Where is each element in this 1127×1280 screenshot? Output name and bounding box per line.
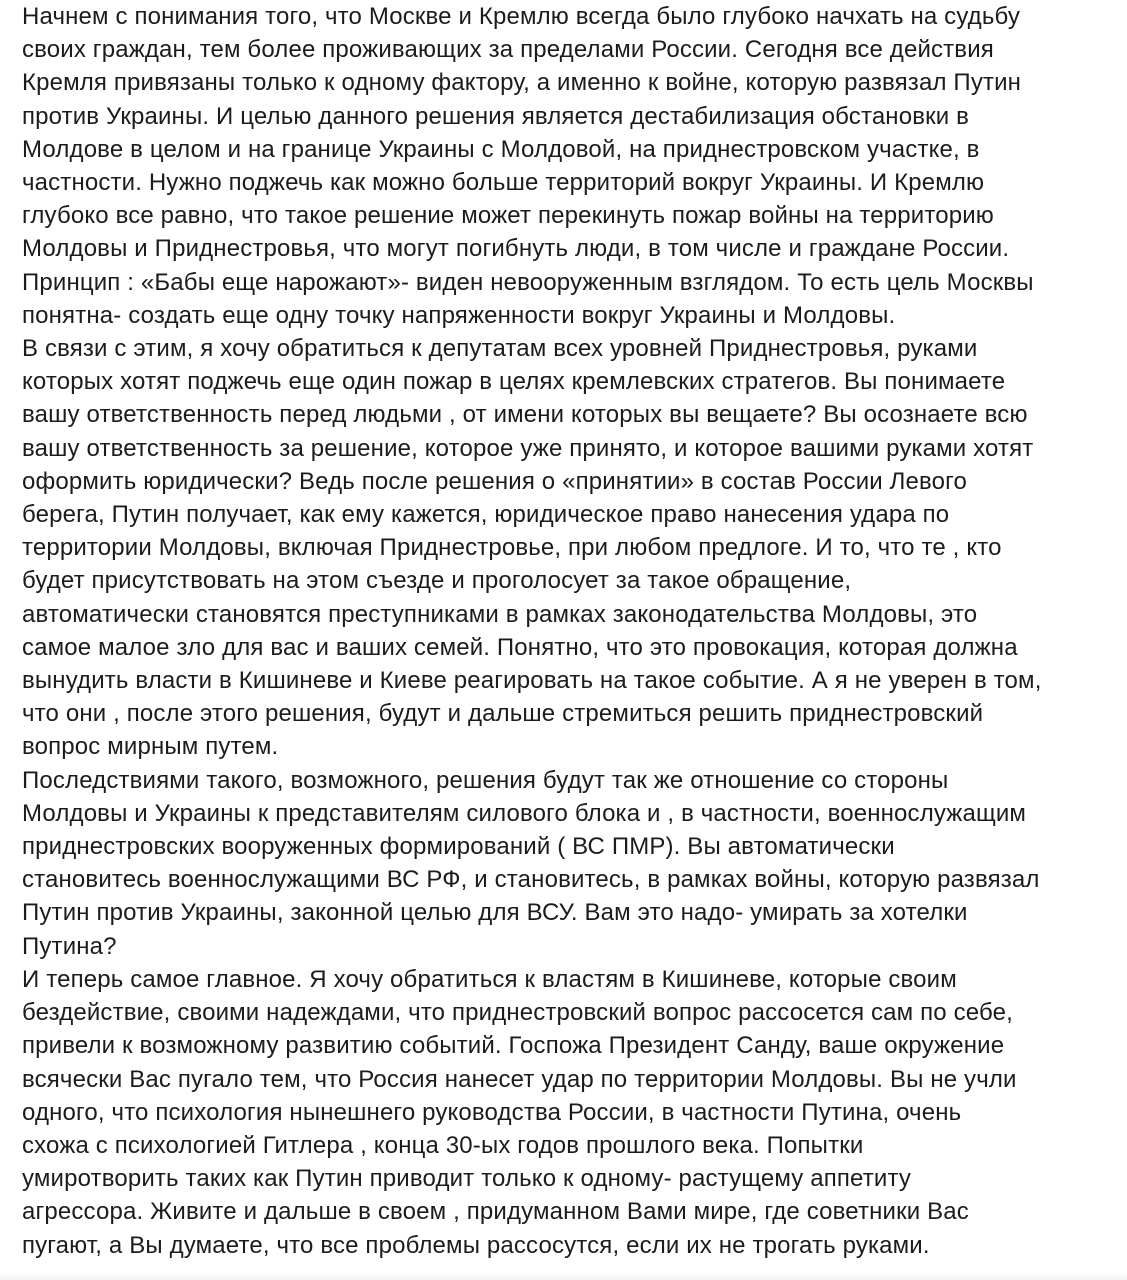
text-line: частности. Нужно поджечь как можно больше территорий вокруг Украины. И Кремлю: [22, 169, 985, 197]
text-line: будет присутствовать на этом съезде и проголосует за такое обращение,: [22, 567, 852, 595]
text-line: Последствиями такого, возможного, решения будут так же отношение со стороны: [22, 766, 949, 794]
text-line: схожа с психологией Гитлера , конца 30-ых годов прошлого века. Попытки: [22, 1131, 864, 1159]
text-line: привели к возможному развитию событий. Госпожа Президент Санду, ваше окружение: [22, 1032, 1005, 1060]
text-line: что они , после этого решения, будут и дальше стремиться решить приднестровский: [22, 700, 984, 728]
text-line: территории Молдовы, включая Приднестровье, при любом предлоге. И то, что те , кто: [22, 534, 1002, 562]
text-line: Путина?: [22, 932, 117, 960]
text-line: всячески Вас пугало тем, что Россия нанесет удар по территории Молдовы. Вы не учли: [22, 1065, 1017, 1093]
text-line: И теперь самое главное. Я хочу обратиться к властям в Кишиневе, которые своим: [22, 965, 957, 993]
bottom-divider: [0, 1272, 1127, 1280]
text-line: вашу ответственность за решение, которое уже принято, и которое вашими руками хотят: [22, 434, 1034, 462]
text-line: Принцип : «Бабы еще нарожают»- виден невооруженным взглядом. То есть цель Москвы: [22, 268, 1034, 296]
text-line: против Украины. И целью данного решения является дестабилизация обстановки в: [22, 102, 970, 130]
post-text: [22, 0, 1122, 1262]
text-line: приднестровских вооруженных формирований ( ВС ПМР). Вы автоматически: [22, 833, 895, 861]
text-line: берега, Путин получает, как ему кажется, юридическое право нанесения удара по: [22, 501, 950, 529]
text-line: Молдове в целом и на границе Украины с Молдовой, на приднестровском участке, в: [22, 135, 980, 163]
text-line: самое малое зло для вас и ваших семей. Понятно, что это провокация, которая должна: [22, 633, 1018, 661]
text-line: Кремля привязаны только к одному фактору, а именно к войне, которую развязал Путин: [22, 69, 1022, 97]
text-line: которых хотят поджечь еще один пожар в целях кремлевских стратегов. Вы понимаете: [22, 368, 1006, 396]
text-line: Молдовы и Приднестровья, что могут погибнуть люди, в том числе и граждане России.: [22, 235, 1010, 263]
text-line: В связи с этим, я хочу обратиться к депутатам всех уровней Приднестровья, руками: [22, 335, 978, 363]
text-line: своих граждан, тем более проживающих за пределами России. Сегодня все действия: [22, 36, 994, 64]
text-line: оформить юридически? Ведь после решения о «принятии» в состав России Левого: [22, 467, 968, 495]
text-line: Начнем с понимания того, что Москве и Кремлю всегда было глубоко начхать на судьбу: [22, 3, 1020, 30]
text-line: глубоко все равно, что такое решение может перекинуть пожар войны на территорию: [22, 202, 994, 230]
text-line: агрессора. Живите и дальше в своем , придуманном Вами мире, где советники Вас: [22, 1198, 969, 1226]
text-line: Молдовы и Украины к представителям силового блока и , в частности, военнослужащим: [22, 799, 1027, 827]
text-line: Путин против Украины, законной целью для ВСУ. Вам это надо- умирать за хотелки: [22, 899, 968, 927]
text-line: одного, что психология нынешнего руководства России, в частности Путина, очень: [22, 1098, 962, 1126]
text-line: автоматически становятся преступниками в рамках законодательства Молдовы, это: [22, 600, 978, 628]
text-line: вопрос мирным путем.: [22, 733, 279, 761]
text-line: понятна- создать еще одну точку напряженности вокруг Украины и Молдовы.: [22, 301, 896, 329]
text-line: пугают, а Вы думаете, что все проблемы рассосутся, если их не трогать руками.: [22, 1231, 930, 1259]
text-line: становитесь военнослужащими ВС РФ, и становитесь, в рамках войны, которую развязал: [22, 866, 1040, 894]
text-line: умиротворить таких как Путин приводит только к одному- растущему аппетиту: [22, 1165, 912, 1193]
text-line: бездействие, своими надеждами, что приднестровский вопрос рассосется сам по себе,: [22, 999, 1013, 1027]
text-line: вынудить власти в Кишиневе и Киеве реагировать на такое событие. А я не уверен в том,: [22, 667, 1042, 695]
text-line: вашу ответственность перед людьми , от имени которых вы вещаете? Вы осознаете всю: [22, 401, 1028, 429]
